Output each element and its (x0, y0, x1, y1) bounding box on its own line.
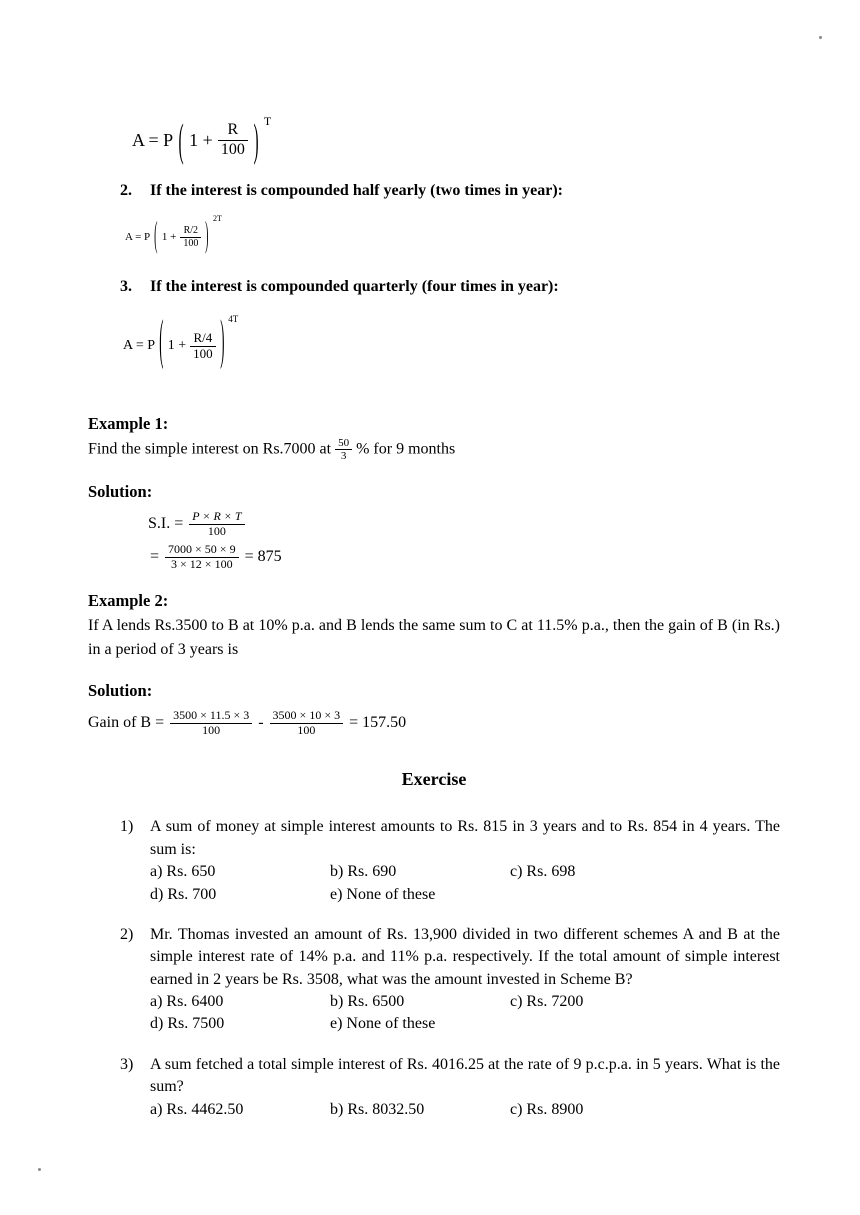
fraction-numerator: 7000 × 50 × 9 (165, 543, 239, 558)
calc-fraction (165, 543, 239, 572)
scan-artifact (38, 1168, 41, 1171)
option-d: d) Rs. 700 (150, 885, 217, 903)
close-paren: ) (219, 314, 225, 374)
open-paren: ( (159, 314, 164, 374)
options-grid (150, 991, 780, 1036)
minus-operator: - (258, 714, 264, 732)
formula-exponent: 2T (212, 214, 222, 223)
option-c: c) Rs. 8900 (510, 1100, 584, 1118)
inline-fraction (335, 437, 352, 462)
example1-solution-title: Solution: (88, 482, 153, 502)
formula-compound-half-yearly (125, 210, 780, 264)
option-c: c) Rs. 698 (510, 863, 576, 881)
formula-compound-annual (132, 112, 780, 168)
question-text: A sum fetched a total simple interest of Rs. 4016.25 at the rate of 9 p.c.p.a. in 5 years. What is the sum? (150, 1055, 780, 1096)
fraction-denominator: 100 (183, 237, 199, 249)
fraction-denominator: 3 × 12 × 100 (171, 556, 233, 571)
open-paren: ( (154, 215, 158, 256)
formula-lhs: A = P (132, 129, 174, 150)
exercise-title: Exercise (401, 769, 467, 790)
heading-number: 2. (120, 182, 132, 199)
question-number: 3) (120, 1055, 134, 1073)
fraction-numerator: R/2 (180, 225, 201, 238)
example2-solution-title: Solution: (88, 680, 153, 700)
fraction-denominator: 3 (340, 450, 347, 463)
example2-title: Example 2: (88, 591, 169, 611)
exercise-question-1 (120, 816, 780, 906)
fraction (180, 225, 201, 249)
formula-exponent: T (263, 114, 272, 128)
heading-quarterly (120, 278, 780, 296)
option-a: a) Rs. 4462.50 (150, 1100, 244, 1118)
heading-text: If the interest is compounded half yearly (two times in year): (150, 182, 563, 199)
option-c: c) Rs. 7200 (510, 993, 584, 1011)
formula-inner: 1 + (167, 338, 187, 353)
question-number: 2) (120, 925, 134, 943)
option-e: e) None of these (330, 885, 436, 903)
fraction-denominator: 100 (220, 140, 245, 158)
calc-equals: = (150, 548, 160, 566)
fraction-denominator: 100 (202, 722, 221, 737)
options-grid (150, 1099, 780, 1121)
question-number: 1) (120, 818, 134, 836)
example1-text-after: % for 9 months (356, 440, 456, 458)
fraction-numerator: 3500 × 11.5 × 3 (170, 709, 252, 724)
option-a: a) Rs. 650 (150, 863, 216, 881)
si-formula-line (148, 510, 780, 539)
example1-text-before: Find the simple interest on Rs.7000 at (88, 440, 332, 458)
option-b: b) Rs. 8032.50 (330, 1100, 425, 1118)
heading-text: If the interest is compounded quarterly (four times in year): (150, 278, 559, 295)
exercise-question-3 (120, 1054, 780, 1121)
fraction (190, 331, 216, 362)
formula-inner: 1 + (161, 231, 177, 243)
fraction-denominator: 100 (207, 523, 226, 538)
scan-artifact (819, 36, 822, 39)
option-b: b) Rs. 6500 (330, 993, 405, 1011)
formula-lhs: A = P (125, 231, 151, 243)
close-paren: ) (253, 115, 259, 165)
fraction-denominator: 100 (193, 345, 213, 361)
option-d: d) Rs. 7500 (150, 1015, 225, 1033)
formula-exponent: 4T (228, 314, 239, 324)
option-e: e) None of these (330, 1015, 436, 1033)
gain-result: = 157.50 (349, 714, 407, 732)
option-a: a) Rs. 6400 (150, 993, 224, 1011)
exercise-question-2 (120, 924, 780, 1036)
fraction-denominator: 100 (297, 722, 316, 737)
heading-number: 3. (120, 278, 132, 295)
gain-lhs: Gain of B = (88, 714, 165, 732)
fraction-numerator: R (218, 121, 248, 140)
si-fraction (189, 510, 244, 539)
gain-calculation-line (88, 709, 780, 738)
options-grid (150, 861, 780, 906)
question-text: Mr. Thomas invested an amount of Rs. 13,900 divided in two different schemes A and B at the simple interest rate of 14% p.a. and 11% p.a. respectively. If the total amount of simple interest earned in 2 years be Rs. 3508, what was the amount invested in Scheme B? (150, 925, 780, 988)
open-paren: ( (178, 115, 184, 165)
si-lhs: S.I. = (148, 515, 184, 533)
gain-fraction-2 (270, 709, 344, 738)
fraction-numerator: R/4 (190, 331, 216, 347)
fraction (218, 121, 248, 159)
fraction-numerator: 3500 × 10 × 3 (270, 709, 344, 724)
fraction-numerator: 50 (335, 437, 352, 450)
si-calculation-line (150, 543, 780, 572)
example2-text: If A lends Rs.3500 to B at 10% p.a. and B lends the same sum to C at 11.5% p.a., then the gain of B (in Rs.) in a period of 3 years is (88, 617, 780, 658)
fraction-numerator: P × R × T (189, 510, 244, 525)
gain-fraction-1 (170, 709, 252, 738)
formula-lhs: A = P (123, 338, 156, 353)
calc-result: = 875 (244, 548, 282, 566)
question-text: A sum of money at simple interest amounts to Rs. 815 in 3 years and to Rs. 854 in 4 years. The sum is: (150, 818, 780, 858)
example1-text (88, 437, 780, 462)
example1-title: Example 1: (88, 414, 169, 433)
heading-half-yearly (120, 182, 780, 200)
close-paren: ) (205, 215, 209, 256)
option-b: b) Rs. 690 (330, 863, 397, 881)
formula-inner: 1 + (189, 129, 213, 150)
formula-compound-quarterly (123, 306, 780, 386)
